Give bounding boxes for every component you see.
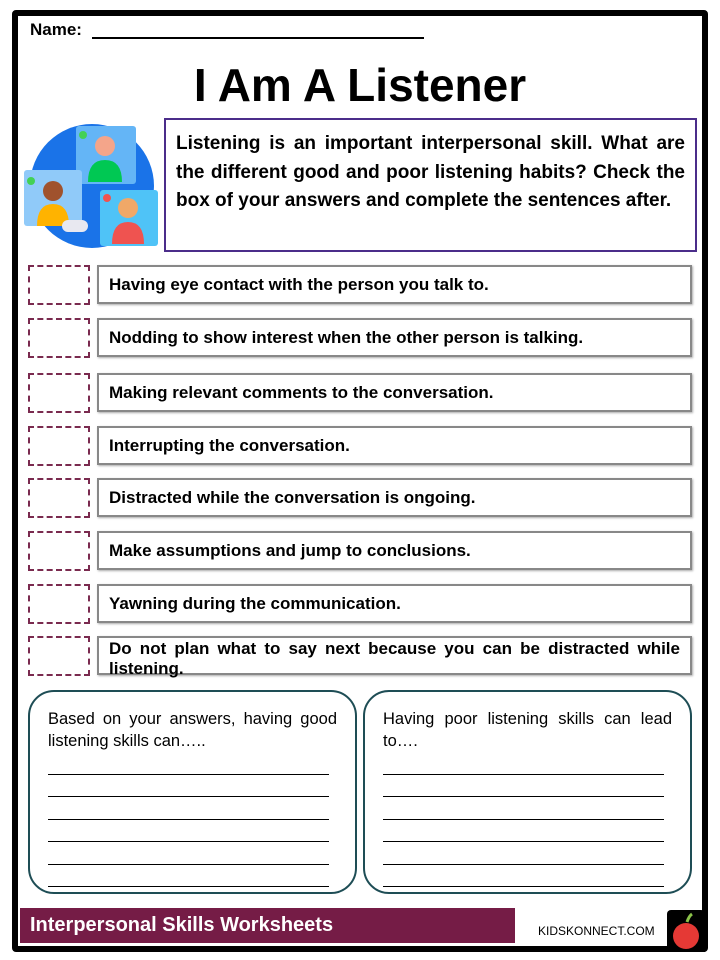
prompt-good: Based on your answers, having good listening skills can….. bbox=[48, 710, 337, 750]
checkbox-3[interactable] bbox=[28, 373, 90, 413]
checkbox-1[interactable] bbox=[28, 265, 90, 305]
habit-item: Having eye contact with the person you talk to. bbox=[97, 265, 692, 304]
answer-line[interactable] bbox=[383, 820, 664, 843]
answer-line[interactable] bbox=[383, 865, 664, 888]
habit-item: Making relevant comments to the conversation. bbox=[97, 373, 692, 412]
apple-logo-icon bbox=[667, 910, 705, 952]
name-field[interactable] bbox=[92, 37, 424, 39]
checkbox-4[interactable] bbox=[28, 426, 90, 466]
habit-item: Nodding to show interest when the other person is talking. bbox=[97, 318, 692, 357]
checkbox-6[interactable] bbox=[28, 531, 90, 571]
video-call-icon bbox=[20, 118, 160, 248]
checkbox-8[interactable] bbox=[28, 636, 90, 676]
answer-line[interactable] bbox=[383, 752, 664, 775]
habit-item: Distracted while the conversation is ongoing. bbox=[97, 478, 692, 517]
name-label: Name: bbox=[30, 20, 82, 39]
prompt-poor: Having poor listening skills can lead to…. bbox=[383, 710, 672, 750]
habit-item: Interrupting the conversation. bbox=[97, 426, 692, 465]
answer-line[interactable] bbox=[383, 842, 664, 865]
checkbox-2[interactable] bbox=[28, 318, 90, 358]
answer-line[interactable] bbox=[48, 752, 329, 775]
answer-line[interactable] bbox=[48, 865, 329, 888]
checkbox-5[interactable] bbox=[28, 478, 90, 518]
page-title: I Am A Listener bbox=[193, 59, 527, 111]
brand-text: KIDSKONNECT.COM bbox=[538, 924, 655, 938]
instructions-box: Listening is an important interpersonal skill. What are the different good and poor listening habits? Check the box of your answers and complete the sentences after. bbox=[164, 118, 697, 252]
answer-line[interactable] bbox=[48, 820, 329, 843]
checkbox-7[interactable] bbox=[28, 584, 90, 624]
habit-item: Yawning during the communication. bbox=[97, 584, 692, 623]
good-listening-box bbox=[28, 690, 357, 894]
answer-line[interactable] bbox=[48, 775, 329, 798]
answer-line[interactable] bbox=[383, 775, 664, 798]
poor-listening-box bbox=[363, 690, 692, 894]
answer-line[interactable] bbox=[48, 842, 329, 865]
answer-line[interactable] bbox=[383, 797, 664, 820]
answer-line[interactable] bbox=[48, 797, 329, 820]
footer-title: Interpersonal Skills Worksheets bbox=[20, 908, 515, 943]
habit-item: Do not plan what to say next because you can be distracted while listening. bbox=[97, 636, 692, 675]
habit-item: Make assumptions and jump to conclusions. bbox=[97, 531, 692, 570]
